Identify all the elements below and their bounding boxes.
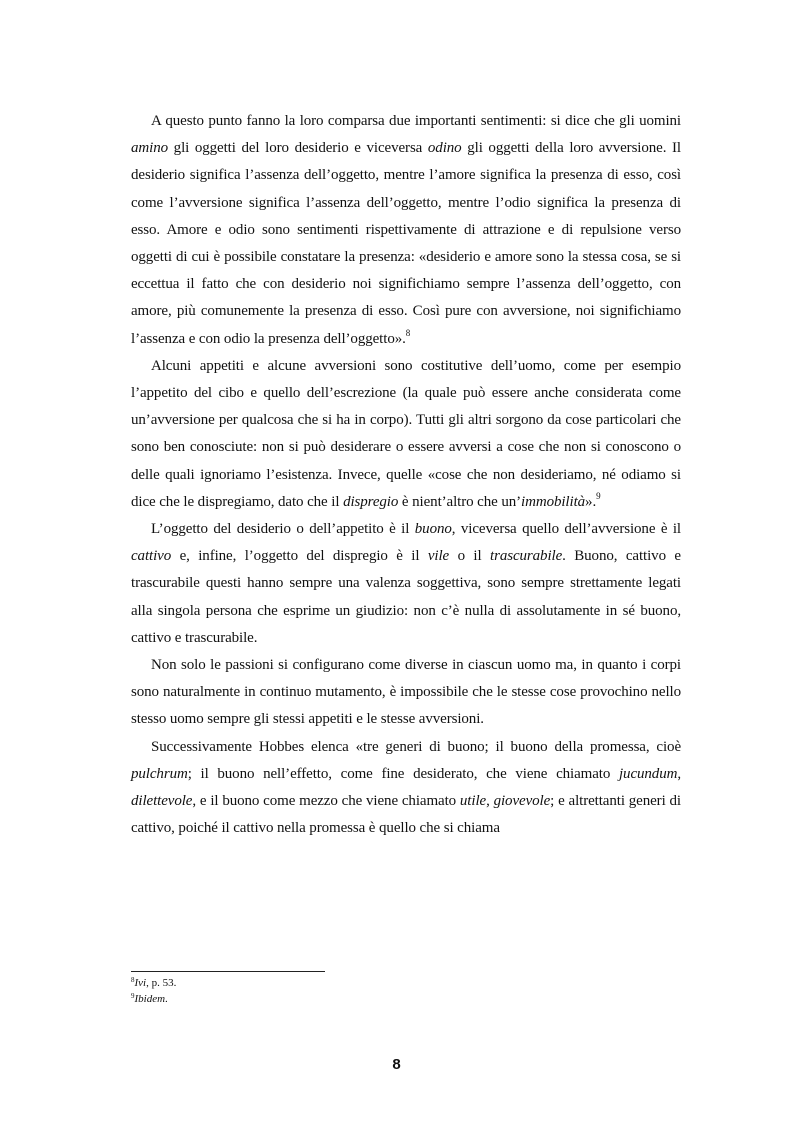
text-run: , viceversa quello dell’avversione è il [451,521,681,538]
footnote-text [135,977,177,989]
paragraph-3 [131,516,681,652]
italic-term: Ibidem [134,993,166,1005]
footnote-ref: 9 [596,490,601,501]
paragraph-4 [131,652,681,734]
italic-term: odino [427,140,462,157]
footnote-ref: 8 [405,327,411,338]
italic-term: cattivo [131,548,172,565]
body-text [131,108,681,842]
text-run: A questo punto fanno la loro comparsa due importanti sentimenti: si dice che gli uomini [151,113,681,129]
italic-term: pulchrum [131,765,188,782]
text-run: , [677,765,681,782]
text-run: Successivamente Hobbes elenca «tre generi di buono; il buono della promessa, cioè [151,738,681,755]
text-run: , p. 53. [146,977,177,989]
text-run: . Buono, cattivo e trascurabile questi hanno sempre una valenza soggettiva, sono sempre strettamente legati alla singola persona che esprime un giudizio: non c’è nulla di assolutamente in sé buono, cattivo e trascurabile. [131,548,681,646]
text-run: gli oggetti del loro desiderio e viceversa [168,140,428,157]
text-run: ». [585,493,597,510]
text-run: è nient’altro che un’ [398,493,522,510]
text-run: Non solo le passioni si configurano come diverse in ciascun uomo ma, in quanto i corpi sono naturalmente in continuo mutamento, è impossibile che le stesse cose provochino nello stesso uomo sempre gli stessi appetiti e le stesse avversioni. [131,657,681,728]
text-run: e, infine, l’oggetto del dispregio è il [171,548,428,565]
text-run: L’oggetto del desiderio o dell’appetito è il [151,521,415,538]
italic-term: amino [131,140,169,157]
page-number: 8 [392,1056,401,1073]
footnote-number: 8 [131,976,135,984]
italic-term: immobilità [521,493,586,510]
italic-term: dispregio [343,493,399,510]
text-run: gli oggetti della loro avversione. Il desiderio significa l’assenza dell’oggetto, mentre l’amore significa la presenza di esso, così come l’avversione significa l’assenza dell’oggetto, mentre l’odio significa la presenza di esso. Amore e odio sono sentimenti rispettivamente di attrazione e di repulsione verso oggetti di cui è possibile constatare la presenza: «desiderio e amore sono la stessa cosa, se si eccettua il fatto che con desiderio noi significhiamo sempre l’assenza dell’oggetto, con amore, più comunemente la presenza di esso. Così pure con avversione, noi significhiamo l’assenza e con odio la presenza dell’oggetto». [131,140,681,347]
footnote-separator [131,971,325,972]
footnote-text [135,993,168,1005]
text-run: ; il buono nell’effetto, come fine desiderato, che viene chiamato [187,765,619,782]
text-run: o il [449,548,491,565]
italic-term: dilettevole [131,793,193,810]
text-run: Alcuni appetiti e alcune avversioni sono costitutive dell’uomo, come per esempio l’appetito del cibo e quello dell’escrezione (la quale può essere anche considerata come un’avversione per qualcosa che si ha in corpo). Tutti gli altri sorgono da cose particolari che sono ben conosciute: non si può desiderare o essere avversi a cose che non si conoscono o delle quali ignoriamo l’esistenza. Invece, quelle «cose che non desideriamo, né odiamo si dice che le dispregiamo, dato che il [131,357,681,510]
text-run: , e il buono come mezzo che viene chiamato [192,793,460,810]
italic-term: buono [414,521,452,538]
text-run: . [165,993,168,1005]
italic-term: vile [427,548,450,565]
italic-term: Ivi [134,977,147,989]
paragraph-2 [131,353,681,516]
paragraph-5 [131,734,681,843]
paragraph-1 [131,108,681,353]
italic-term: trascurabile [490,548,563,565]
italic-term: giovevole [493,793,551,810]
footnote-number: 9 [131,992,135,1000]
text-run: , [486,793,494,810]
italic-term: jucundum [618,765,678,782]
italic-term: utile [459,793,487,810]
footnote-9 [131,992,168,1006]
text-run: ; e altrettanti generi di cattivo, poiché il cattivo nella promessa è quello che si chiama [131,793,681,837]
footnote-8 [131,976,176,990]
